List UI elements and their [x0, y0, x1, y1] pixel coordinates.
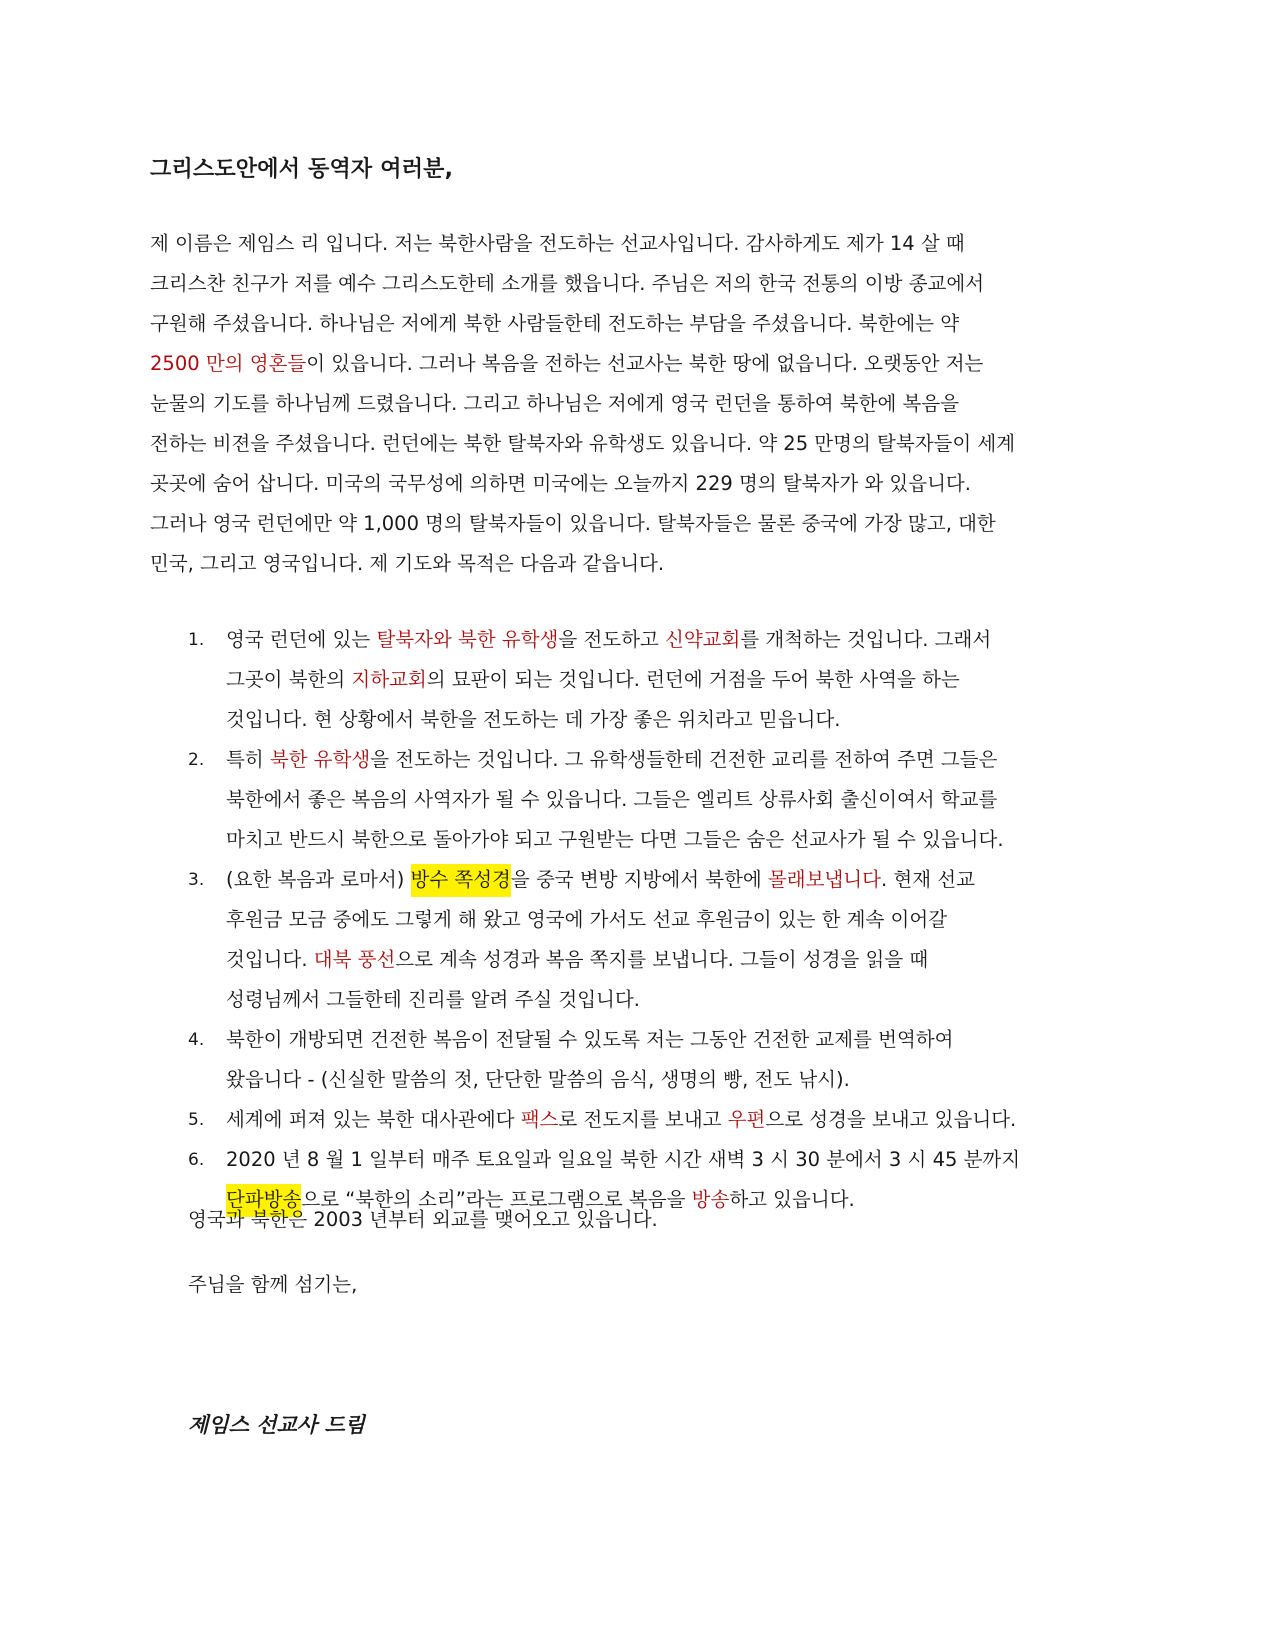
text-segment: 북한이 개방되면 건전한 복음이 전달될 수 있도록 저는 그동안 건전한 교제를 번역하여 [226, 1028, 954, 1051]
text-segment: 로 전도지를 보내고 [558, 1108, 728, 1131]
text-segment: 으로 성경을 보내고 있읍니다. [765, 1108, 1017, 1131]
text-segment: 크리스찬 친구가 저를 예수 그리스도한테 소개를 했읍니다. 주님은 저의 한국 전통의 이방 종교에서 [150, 272, 985, 295]
text-segment: 2020 년 8 월 1 일부터 매주 토요일과 일요일 북한 시간 새벽 3 시 30 분에서 3 시 45 분까지 [226, 1148, 1021, 1171]
list-item [188, 1100, 1148, 1140]
text-segment: 곳곳에 숨어 삽니다. 미국의 국무성에 의하면 미국에는 오늘까지 229 명의 탈북자가 와 있읍니다. [150, 472, 971, 495]
emphasized-text: 신약교회 [665, 628, 741, 651]
text-line [226, 860, 1148, 900]
signature: 제임스 선교사 드림 [188, 1413, 365, 1437]
text-line [226, 620, 1148, 660]
text-segment: 전하는 비젼을 주셨읍니다. 런던에는 북한 탈북자와 유학생도 있읍니다. 약 25 만명의 탈북자들이 세계 [150, 432, 1016, 455]
text-segment: 그곳이 북한의 [226, 668, 352, 691]
text-segment: 을 전도하는 것입니다. 그 유학생들한테 건전한 교리를 전하여 주면 그들은 [370, 748, 998, 771]
list-item-number: 1. [188, 630, 205, 650]
prayer-goals-list [188, 620, 1148, 1220]
text-line [226, 900, 1148, 940]
list-item [188, 620, 1148, 740]
text-segment: 세계에 퍼져 있는 북한 대사관에다 [226, 1108, 521, 1131]
text-segment: 구원해 주셨읍니다. 하나님은 저에게 북한 사람들한테 전도하는 부담을 주셨읍니다. 북한에는 약 [150, 312, 960, 335]
text-line [226, 740, 1148, 780]
text-segment: 눈물의 기도를 하나님께 드렸읍니다. 그리고 하나님은 저에게 영국 런던을 통하여 북한에 복음을 [150, 392, 960, 415]
text-segment: 그러나 영국 런던에만 약 1,000 명의 탈북자들이 있읍니다. 탈북자들은 물론 중국에 가장 많고, 대한 [150, 512, 996, 535]
list-item-number: 3. [188, 870, 205, 890]
list-item [188, 740, 1148, 860]
text-segment: 특히 [226, 748, 270, 771]
text-line [226, 940, 1148, 980]
list-item-number: 2. [188, 750, 205, 770]
text-segment: 후원금 모금 중에도 그렇게 해 왔고 영국에 가서도 선교 후원금이 있는 한 계속 이어갈 [226, 908, 948, 931]
letter-heading: 그리스도안에서 동역자 여러분, [150, 157, 454, 182]
text-segment: 으로 계속 성경과 복음 쪽지를 보냅니다. 그들이 성경을 읽을 때 [395, 948, 929, 971]
emphasized-text: 지하교회 [351, 668, 427, 691]
text-segment: 의 묘판이 되는 것입니다. 런던에 거점을 두어 북한 사역을 하는 [426, 668, 960, 691]
text-line [226, 1140, 1148, 1180]
text-line [226, 1060, 1148, 1100]
list-item-number: 4. [188, 1030, 205, 1050]
text-segment: 것입니다. 현 상황에서 북한을 전도하는 데 가장 좋은 위치라고 믿읍니다. [226, 708, 841, 731]
text-line [226, 980, 1148, 1020]
emphasized-text: 우편 [727, 1108, 766, 1131]
text-segment: 영국 런던에 있는 [226, 628, 377, 651]
text-segment: 성령님께서 그들한테 진리를 알려 주실 것입니다. [226, 988, 640, 1011]
text-segment: 제 이름은 제임스 리 입니다. 저는 북한사람을 전도하는 선교사입니다. 감사하게도 제가 14 살 때 [150, 232, 965, 255]
text-line [150, 264, 1140, 304]
text-segment: 을 중국 변방 지방에서 북한에 [510, 868, 768, 891]
text-segment: 왔읍니다 - (신실한 말씀의 젓, 단단한 말씀의 음식, 생명의 빵, 전도 낚시). [226, 1068, 850, 1091]
text-segment: 를 개척하는 것입니다. 그래서 [740, 628, 992, 651]
highlighted-text: 단파방송 [226, 1184, 301, 1217]
text-line [226, 780, 1148, 820]
intro-paragraph [150, 224, 1140, 584]
text-line [150, 544, 1140, 584]
emphasized-text: 북한 유학생 [269, 748, 371, 771]
text-line [150, 344, 1140, 384]
text-segment: 하고 있읍니다. [729, 1188, 855, 1211]
emphasized-text: 탈북자와 북한 유학생 [376, 628, 559, 651]
text-segment: 을 전도하고 [558, 628, 665, 651]
text-segment: . 현재 선교 [880, 868, 975, 891]
text-line [150, 304, 1140, 344]
list-item-number: 5. [188, 1110, 205, 1130]
text-segment: 북한에서 좋은 복음의 사역자가 될 수 있읍니다. 그들은 엘리트 상류사회 출신이여서 학교를 [226, 788, 998, 811]
text-segment: (요한 복음과 로마서) [226, 868, 411, 891]
text-line [226, 700, 1148, 740]
text-segment: 이 있읍니다. 그러나 복음을 전하는 선교사는 북한 땅에 없읍니다. 오랫동안 저는 [306, 352, 984, 375]
emphasized-text: 몰래보냅니다 [767, 868, 881, 891]
text-segment: 으로 “북한의 소리”라는 프로그램으로 복음을 [301, 1188, 692, 1211]
valediction: 주님을 함께 섬기는, [188, 1273, 358, 1296]
list-item-number: 6. [188, 1150, 205, 1170]
text-line [150, 424, 1140, 464]
text-line [226, 820, 1148, 860]
text-line [150, 224, 1140, 264]
emphasized-text: 팩스 [520, 1108, 559, 1131]
text-line [226, 1100, 1148, 1140]
emphasized-text: 방송 [691, 1188, 730, 1211]
text-segment: 것입니다. [226, 948, 314, 971]
list-item [188, 1020, 1148, 1100]
highlighted-text: 방수 쪽성경 [411, 864, 511, 897]
text-line [150, 384, 1140, 424]
closing-statement: 영국과 북한은 2003 년부터 외교를 맺어오고 있읍니다. [188, 1208, 658, 1231]
emphasized-text: 2500 만의 영혼들 [150, 352, 307, 375]
text-line [150, 464, 1140, 504]
list-item [188, 860, 1148, 1020]
text-segment: 마치고 반드시 북한으로 돌아가야 되고 구원받는 다면 그들은 숨은 선교사가 될 수 있읍니다. [226, 828, 1004, 851]
text-segment: 민국, 그리고 영국입니다. 제 기도와 목적은 다음과 같읍니다. [150, 552, 665, 575]
text-line [150, 504, 1140, 544]
text-line [226, 1020, 1148, 1060]
emphasized-text: 대북 풍선 [313, 948, 396, 971]
text-line [226, 660, 1148, 700]
